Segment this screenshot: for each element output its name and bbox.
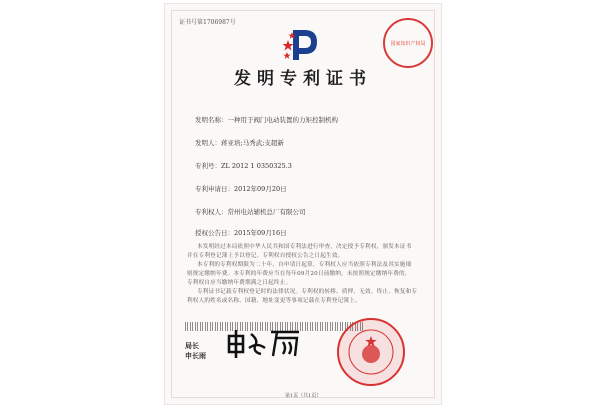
body-line: 利权人的姓名或名称、国籍、地址变更等事项记载在专利登记簿上。 [187, 298, 361, 304]
national-seal-stamp [337, 318, 405, 386]
field-patent-number [195, 161, 292, 170]
field-value: 2015年09月16日 [234, 229, 287, 237]
director-name: 申长雨 [185, 351, 206, 360]
body-line: 本发明经过本局依照中华人民共和国专利法进行审查，决定授予专利权，颁发本证书 [197, 244, 412, 250]
field-label: 专利号： [195, 162, 221, 170]
field-value: ZL 2012 1 0350325.3 [221, 162, 292, 170]
body-line: 专利权自应当缴纳年费期满之日起终止。 [187, 280, 292, 286]
certificate-title: 发明专利证书 [234, 69, 372, 89]
director-signature-icon [225, 326, 305, 360]
field-label: 发明名称： [195, 116, 228, 124]
field-value: 常州电站辅机总厂有限公司 [227, 208, 306, 216]
director-title: 局长 [185, 341, 199, 350]
page-footer: 第1页（共1页） [285, 393, 322, 399]
field-label: 发明人： [195, 139, 221, 147]
field-grant-date [195, 228, 287, 237]
seal-emblem-icon [339, 320, 403, 384]
field-inventors [195, 138, 284, 147]
field-application-date [195, 184, 287, 193]
body-line: 本专利的专利权期限为二十年，自申请日起算。专利权人应当依照专利法及其实施细 [197, 262, 412, 268]
office-seal-stamp [383, 18, 433, 68]
field-value: 2012年09月20日 [234, 185, 287, 193]
body-line: 并在专利登记簿上予以登记。专利权自授权公告之日起生效。 [187, 253, 344, 259]
office-seal-text: 国家知识产权局 [390, 40, 426, 47]
field-value: 蒋亚培;马秀武;支超新 [221, 139, 284, 147]
certificate-paper [164, 3, 442, 405]
field-label: 专利申请日： [195, 185, 234, 193]
body-line: 则规定缴纳年费。本专利的年费应当在每年09月20日前缴纳。未按照规定缴纳年费的， [187, 271, 411, 277]
field-invention-name [195, 115, 338, 124]
field-patentee [195, 207, 306, 216]
field-label: 专利权人： [195, 208, 228, 216]
certificate-serial: 证书号第1706987号 [179, 19, 236, 26]
patent-office-logo-icon [283, 26, 323, 62]
field-value: 一种用于阀门电动装置的力矩控制机构 [227, 116, 338, 124]
body-line: 专利证书记载专利权登记时的法律状况。专利权的转移、质押、无效、终止、恢复和专 [197, 289, 418, 295]
field-label: 授权公告日： [195, 229, 234, 237]
